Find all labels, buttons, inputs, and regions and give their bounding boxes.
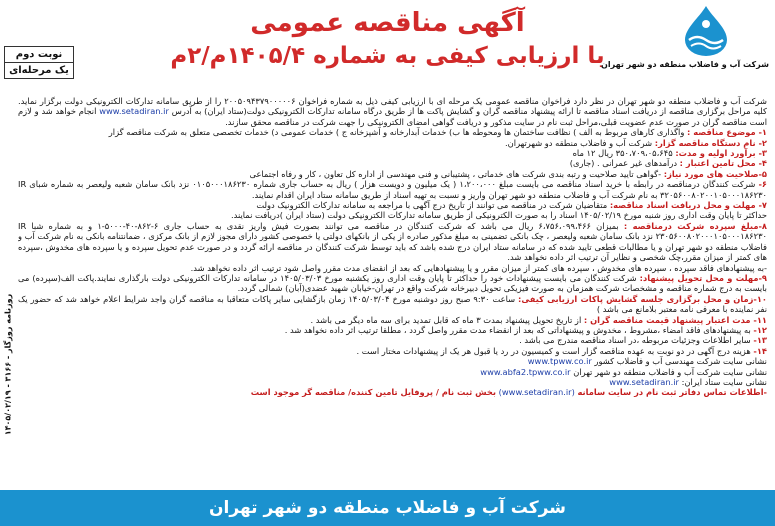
notice-item: [18, 263, 767, 273]
notice-item-text: واگذاری کارهای مربوط به الف ) نظافت ساختمان ها ومحوطه ها ب) خدمات آبدارخانه و آشپزخانه ج ) خدمات عمومی د) خدمات تخصصی متعلق به شرکت مناقصه گزار: [108, 127, 685, 138]
notice-item-key: ۱۳-: [753, 335, 767, 346]
notice-item: [18, 169, 767, 179]
notice-item-key: ۸-مبلغ سپرده شرکت درمناقصه :: [623, 220, 767, 231]
notice-item: [18, 158, 767, 168]
notice-item: [18, 346, 767, 356]
intro-setad-link[interactable]: www.setadiran.ir: [99, 106, 169, 117]
site-setad-link[interactable]: www.setadiran.ir: [609, 376, 679, 387]
notice-item-text: متقاضیان شرکت در مناقصه می توانند از تاریخ درج آگهی با مراجعه به سامانه تدارکات الکترونیک دولت: [256, 200, 608, 211]
notice-title: [150, 6, 625, 72]
newspaper-date-strip: [0, 268, 16, 468]
site-abfa-link[interactable]: www.abfa2.tpww.co.ir: [480, 366, 571, 377]
round-tag: [4, 46, 74, 79]
notice-item-key: ۱۱- مدت اعتبار پیشنهاد قیمت مناقصه گران :: [583, 314, 767, 325]
notice-item-text: حداکثر تا پایان وقت اداری روز شنبه مورخ ۱۴۰۵/۰۲/۱۹ اسناد را به صورت الکترونیکی از طریق سامانه تدارکات الکترونیکی دولت (ستاد ایران )دریافت نمایند.: [230, 210, 767, 221]
notice-item-key: ۱۲-: [753, 324, 767, 335]
notice-item-text: شرکت کنندگان درمناقصه در رابطه با خرید اسناد مناقصه می بایست مبلغ ۱،۲۰۰،۰۰۰ ( یک میلیون و دویست هزار ) ریال به حساب جاری شماره ۰۱۰۵۰۰۰۱۸۶۲۳۰ نزد بانک سامان شعبه ولیعصر به شماره شبای IR ۳۲۰۵۶۰۰۸۰۲۰۰۱۰۵۰۰۰۱۸۶۲۳۰ به نام شرکت آب و فاضلاب منطقه دو شهر تهران واریز و نسبت به تهیه اسناد از طریق سامانه ستاد ایران اقدام نمایند.: [18, 179, 767, 200]
site-setad: نشانی سایت ستاد ایران: www.setadiran.ir: [609, 376, 767, 387]
notice-item-key: ۵-صلاحیت های مورد نیاز:: [663, 168, 767, 179]
notice-item-key: ۶-: [758, 179, 767, 190]
notice-item: [18, 127, 767, 137]
notice-item-text: شرکت آب و فاضلاب منطقه دو شهرتهران.: [505, 137, 653, 148]
company-logo: [601, 4, 769, 78]
notice-item: [18, 210, 767, 220]
notice-items: [18, 127, 767, 356]
round-label: نوبت دوم: [15, 49, 63, 60]
notice-item-key: ۱- موضوع مناقصه :: [686, 127, 767, 138]
intro-paragraph: شرکت آب و فاضلاب منطقه دو شهر تهران در نظر دارد فراخوان مناقصه عمومی یک مرحله ای با ارزیابی کیفی ذیل به شماره فراخوان ۲۰۰۵۰۹۴۳۷۹۰۰۰۰۰۶ را از طریق سامانه تدارکات الکترونیکی دولت برگزار نماید. کلیه مراحل برگزاری مناقصه از دریافت اسناد مناقصه تا ارائه پیشنهاد مناقصه گران و گشایش پاکت ها از طریق درگاه سامانه تدارکات الکترونیکی دولت(ستاد ایران) به آدرس www.setadiran.ir انجام خواهد شد و لازم است مناقصه گران در صورت عدم عضویت قبلی،مراحل ثبت نام در سایت مذکور و دریافت گواهی امضای الکترونیکی را جهت شرکت در مناقصه محقق سازند.: [18, 96, 767, 127]
logo-caption: شرکت آب و فاضلاب منطقه دو شهر تهران: [601, 60, 769, 69]
contact-link[interactable]: (www.setadiran.ir): [498, 387, 575, 398]
footer-company-name: شرکت آب و فاضلاب منطقه دو شهر تهران: [209, 498, 566, 518]
notice-item-text: شرکت کنندگان می بایست پیشنهادات خود را حداکثر تا پایان وقت اداری روز یکشنبه مورخ ۱۴۰۵/۰۳/۰۳ در سامانه تدارکات الکترونیکی دولت بارگذاری نمایند.پاکت الف(سپرده) می بایست به درج شماره مناقصه و مشخصات شرکت همزمان به صورت فیزیکی تحویل دبیرخانه شرکت واقع در تهران-خیابان شهید عضدی(آبان) شمالی گردد.: [18, 272, 767, 294]
newspaper-date: روزنامه روزگار - ۳۱۶۶ - ۱۴۰۵/۰۲/۱۹: [3, 293, 13, 436]
site-abfa: نشانی سایت شرکت آب و فاضلاب منطقه دو شهر تهران www.abfa2.tpww.co.ir: [480, 366, 767, 377]
notice-item: [18, 273, 767, 294]
notice-item-text: سایر اطلاعات وجزئیات مربوطه ،در اسناد مناقصه مندرج می باشد .: [519, 335, 751, 346]
notice-item: [18, 335, 767, 345]
notice-item-key: ۱۰-زمان و محل برگزاری جلسه گشایش پاکات ارزیابی کیفی:: [518, 293, 767, 304]
notice-item-text: درآمدهای غیر عمرانی . (جاری): [569, 158, 678, 169]
notice-item: [18, 294, 767, 315]
notice-body: [18, 96, 767, 484]
stage-label: یک مرحله‌ای: [5, 62, 73, 78]
notice-item-key: ۱۴-: [753, 345, 767, 356]
notice-item-text: به پیشنهادهای فاقد امضاء ،مشروط ، مخدوش و پیشنهاداتی که بعد از انقضاء مدت مقرر واصل گردد ، مطلقا ترتیب اثر داده نخواهد شد .: [284, 324, 751, 335]
notice-item-text: هزینه درج آگهی در دو نوبت به عهده مناقصه گزار است و کمیسیون در رد یا قبول هر یک از پیشنهادات مختار است .: [356, 345, 751, 356]
notice-item: [18, 148, 767, 158]
notice-item-key: ۹-مهلت و محل تحویل پیشنهاد:: [639, 272, 767, 283]
title-line-2: با ارزیابی کیفی به شماره ۱۴۰۵/۴م/۲م: [170, 43, 605, 69]
notice-item: [18, 325, 767, 335]
contact-info: -اطلاعات تماس دفاتر ثبت نام در سایت سامانه (www.setadiran.ir) بخش ثبت نام / پروفایل تامین کننده/ مناقصه گر موجود است: [250, 387, 767, 398]
site-company: نشانی سایت شرکت مهندسی آب و فاضلاب کشور www.tpww.co.ir: [527, 356, 767, 367]
notice-item-key: ۲- نام دستگاه مناقصه گزار:: [654, 137, 767, 148]
notice-item: [18, 179, 767, 200]
notice-item-text: از تاریخ تحویل پیشنهاد بمدت ۳ ماه که قابل تمدید برای سه ماه دیگر می باشد .: [310, 314, 582, 325]
notice-item-text: -به پیشنهادهای فاقد سپرده ، سپرده های مخدوش ، سپرده های کمتر از میزان مقرر و یا پیشنهادهایی که بعد از انقضای مدت مقرر واصل شود ترتیب اثر داده نخواهد شد.: [190, 262, 767, 273]
site-company-link[interactable]: www.tpww.co.ir: [527, 356, 592, 367]
notice-item-key: ۴- محل تامین اعتبار :: [679, 158, 767, 169]
notice-item: [18, 200, 767, 210]
notice-item: [18, 138, 767, 148]
title-line-1: آگهی مناقصه عمومی: [250, 8, 525, 38]
notice-item-text: ساعت ۹:۳۰ صبح روز دوشنبه مورخ ۱۴۰۵/۰۳/۰۴ زمان بازگشایی سایر پاکات متعاقبا به مناقصه گران واجد شرایط اعلام خواهد شد که حضور یک نفر نماینده با معرفی نامه معتبر بلامانع می باشد ): [18, 293, 767, 315]
notice-item-key: ۳- برآورد اولیه و مدت:: [675, 148, 767, 159]
footer-banner: [0, 490, 775, 526]
notice-item: [18, 315, 767, 325]
water-drop-logo-icon: [671, 4, 741, 58]
notice-item-text: بمیزان ۶،۷۵۶،۰۹۹،۴۶۶ ریال می باشد که شرکت کنندگان در مناقصه می توانند بصورت فیش واریز نقدی به حساب جاری ۶-۸۶۲-۴۰-۵۰۰۰-۱ و به شماره شبا IR ۲۳۰۵۶۰۰۸۰۲۰۰۰۱۰۵۰۰۰۱۸۶۲۳۰ نزد بانک سامان شعبه ولیعصر ، چک بانکی تضمینی به مبلغ مذکور صادره از یکی از بانکهای دولتی یا خصوصی کشور دارای مجوز لازم از بانک مرکزی ، ضمانتنامه بانکی به نام شرکت آب و فاضلاب منطقه دو شهر تهران و یا مطالبات قطعی تایید شده که در سامانه ستاد ایران درج شده باشد که باید توسط شرکت کنندگان در مناقصه ارائه گردد و در صورت عدم تحویل سپرده و یا سپرده های مخدوش ،سپرده های کمتر از میزان مقرر،چک شخصی و نظایر آن ترتیب اثر داده نخواهد شد.: [18, 220, 767, 263]
notice-item: [18, 221, 767, 263]
notice-item-text: ۳۵۰،۷۰۹،۰۵،۶۴۵ ریال ۱۲ ماه: [572, 148, 673, 159]
notice-item-key: ۷- مهلت و محل دریافت اسناد مناقصه:: [609, 200, 767, 211]
notice-item-text: -گواهی تایید صلاحیت و رتبه بندی شرکت های خدماتی ، پشتیبانی و فنی مهندسی از اداره کل تعاون ، کار و رفاه اجتماعی: [249, 168, 662, 179]
